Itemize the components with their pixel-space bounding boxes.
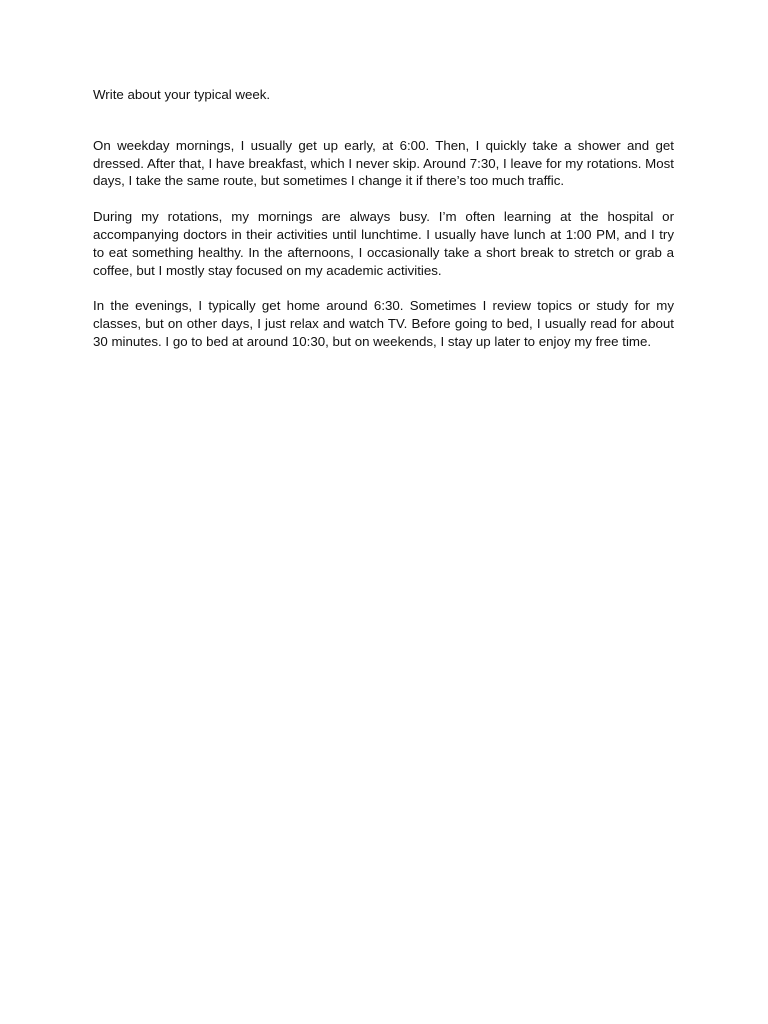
writing-prompt: Write about your typical week. [93,87,271,102]
document-body [93,86,674,369]
paragraph-rotations: During my rotations, my mornings are always busy. I’m often learning at the hospital or accompanying doctors in their activities until lunchtime. I usually have lunch at 1:00 PM, and I try to eat something healthy. In the afternoons, I occasionally take a short break to stretch or grab a coffee, but I mostly stay focused on my academic activities. [93,209,674,278]
paragraph-weekday-mornings: On weekday mornings, I usually get up early, at 6:00. Then, I quickly take a shower and get dressed. After that, I have breakfast, which I never skip. Around 7:30, I leave for my rotations. Most days, I take the same route, but sometimes I change it if there’s too much traffic. [93,137,674,189]
paragraph-evenings: In the evenings, I typically get home around 6:30. Sometimes I review topics or study for my classes, but on other days, I just relax and watch TV. Before going to bed, I usually read for about 30 minutes. I go to bed at around 10:30, but on weekends, I stay up later to enjoy my free time. [93,298,674,349]
